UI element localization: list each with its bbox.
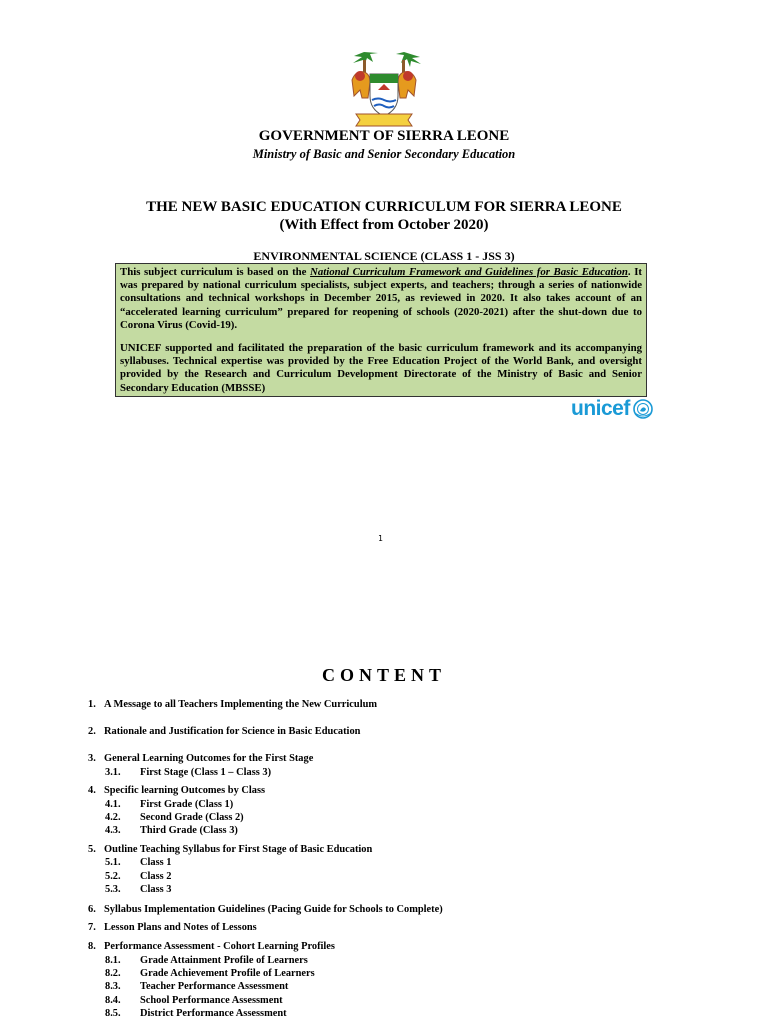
toc-entry-label: Lesson Plans and Notes of Lessons	[104, 922, 257, 933]
toc-entry-label: Outline Teaching Syllabus for First Stage of Basic Education	[104, 844, 373, 855]
toc-entry-label: First Grade (Class 1)	[140, 799, 234, 810]
toc-entry-number: 4.3.	[105, 825, 121, 836]
toc-entry-label: Grade Achievement Profile of Learners	[140, 968, 315, 979]
intro-paragraph-2: UNICEF supported and facilitated the preparation of the basic curriculum framework and its accompanying syllabuses. Technical expertise was provided by the Free Education Project of the World Bank, and oversight provided by the Research and Curriculum Development Directorate of the Ministry of Basic and Senior Secondary Education (MBSSE)	[120, 342, 642, 394]
toc-entry-number: 8.4.	[105, 995, 121, 1006]
toc-entry-label: Class 2	[140, 871, 172, 882]
toc-entry-label: General Learning Outcomes for the First Stage	[104, 753, 314, 764]
toc-entry-number: 5.	[88, 844, 96, 855]
toc-entry-label: School Performance Assessment	[140, 995, 283, 1006]
intro-paragraph-1	[120, 266, 642, 332]
toc-entry-label: Rationale and Justification for Science in Basic Education	[104, 726, 361, 737]
toc-entry-label: Performance Assessment - Cohort Learning Profiles	[104, 941, 335, 952]
government-title: GOVERNMENT OF SIERRA LEONE	[258, 128, 510, 144]
toc-entry-label: Grade Attainment Profile of Learners	[140, 955, 308, 966]
toc-entry-number: 8.5.	[105, 1008, 121, 1019]
unicef-wordmark: unicef	[571, 397, 630, 420]
toc-entry-label: Class 3	[140, 884, 172, 895]
toc-entry-number: 3.1.	[105, 767, 121, 778]
framework-link[interactable]: National Curriculum Framework and Guidelines for Basic Education	[310, 266, 628, 278]
toc-entry-number: 8.	[88, 941, 96, 952]
toc-entry-number: 4.2.	[105, 812, 121, 823]
coat-of-arms-icon	[334, 46, 434, 128]
toc-entry-number: 7.	[88, 922, 96, 933]
toc-entry-number: 8.1.	[105, 955, 121, 966]
intro-box	[115, 263, 647, 397]
toc-entry-label: Second Grade (Class 2)	[140, 812, 244, 823]
curriculum-title: THE NEW BASIC EDUCATION CURRICULUM FOR SIERRA LEONE	[146, 199, 622, 215]
toc-entry-label: Syllabus Implementation Guidelines (Pacing Guide for Schools to Complete)	[104, 904, 443, 915]
toc-entry-number: 1.	[88, 699, 96, 710]
toc-entry-label: First Stage (Class 1 – Class 3)	[140, 767, 272, 778]
toc-entry-label: Class 1	[140, 857, 172, 868]
toc-entry-number: 8.2.	[105, 968, 121, 979]
curriculum-subtitle: (With Effect from October 2020)	[279, 217, 489, 233]
toc-entry-label: District Performance Assessment	[140, 1008, 287, 1019]
toc-entry-number: 4.1.	[105, 799, 121, 810]
toc-entry-number: 5.2.	[105, 871, 121, 882]
page-number: 1	[378, 534, 383, 543]
intro-rest-text: . It was prepared by national curriculum specialists, subject experts, and teachers; through a series of nationwide consultations and technical workshops in December 2015, as reviewed in 2020. It also takes account of an “accelerated learning curriculum” prepared for reopening of schools (2020-2021) after the shut-down due to Corona Virus (Covid-19).	[120, 266, 642, 331]
toc-entry-number: 5.1.	[105, 857, 121, 868]
toc-entry-number: 2.	[88, 726, 96, 737]
toc-entry-number: 5.3.	[105, 884, 121, 895]
unicef-emblem-icon	[632, 398, 654, 420]
ministry-name: Ministry of Basic and Senior Secondary Education	[252, 147, 516, 161]
contents-heading: CONTENT	[321, 665, 446, 685]
intro-lead-text: This subject curriculum is based on the	[120, 266, 311, 278]
toc-entry-label: Specific learning Outcomes by Class	[104, 785, 266, 796]
toc-entry-number: 4.	[88, 785, 96, 796]
toc-entry-label: A Message to all Teachers Implementing the New Curriculum	[104, 699, 378, 710]
toc-entry-number: 8.3.	[105, 981, 121, 992]
toc-entry-label: Third Grade (Class 3)	[140, 825, 238, 836]
unicef-logo	[571, 398, 654, 420]
toc-entry-number: 3.	[88, 753, 96, 764]
toc-entry-label: Teacher Performance Assessment	[140, 981, 289, 992]
subject-title: ENVIRONMENTAL SCIENCE (CLASS 1 - JSS 3)	[253, 249, 515, 263]
toc-entry-number: 6.	[88, 904, 96, 915]
